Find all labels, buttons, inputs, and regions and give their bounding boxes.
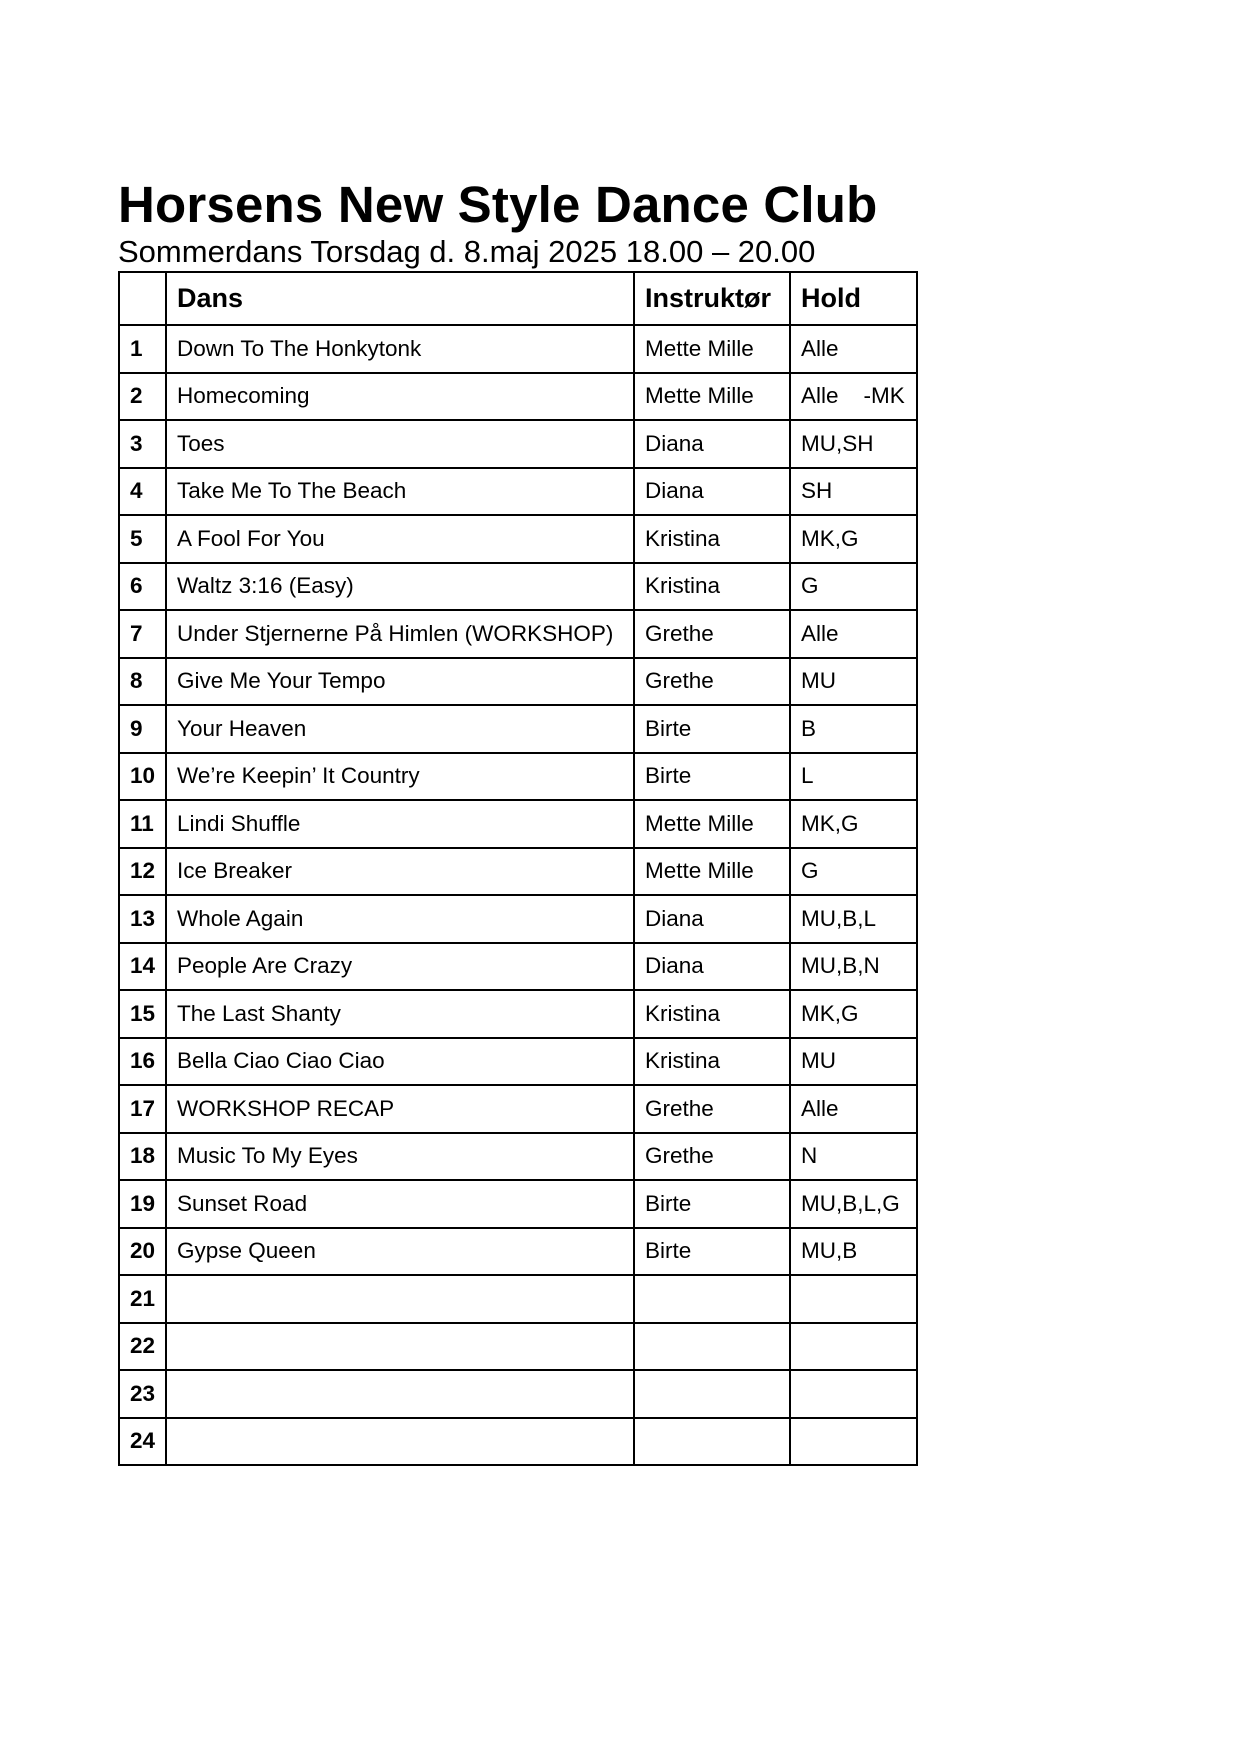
row-number: 18: [119, 1133, 166, 1181]
column-header-instruktor: Instruktør: [634, 272, 790, 325]
table-row: [119, 1180, 917, 1228]
team-cell: MU,B: [790, 1228, 917, 1276]
instructor-cell: Diana: [634, 943, 790, 991]
row-number: 4: [119, 468, 166, 516]
dance-name-cell: Gypse Queen: [166, 1228, 634, 1276]
column-header-dans: Dans: [166, 272, 634, 325]
page-subtitle: Sommerdans Torsdag d. 8.maj 2025 18.00 – 20.00: [118, 234, 816, 269]
instructor-cell: [634, 1323, 790, 1371]
instructor-cell: [634, 1275, 790, 1323]
team-cell: MU,B,L,G: [790, 1180, 917, 1228]
instructor-cell: Grethe: [634, 610, 790, 658]
team-cell: Alle: [790, 610, 917, 658]
team-cell: MU: [790, 1038, 917, 1086]
row-number: 1: [119, 325, 166, 373]
dance-name-cell: The Last Shanty: [166, 990, 634, 1038]
dance-name-cell: [166, 1323, 634, 1371]
team-cell: MU,B,L: [790, 895, 917, 943]
instructor-cell: Birte: [634, 753, 790, 801]
dance-name-cell: Bella Ciao Ciao Ciao: [166, 1038, 634, 1086]
row-number: 11: [119, 800, 166, 848]
table-row: [119, 848, 917, 896]
row-number: 20: [119, 1228, 166, 1276]
team-cell: MU,SH: [790, 420, 917, 468]
row-number: 10: [119, 753, 166, 801]
table-row: [119, 1418, 917, 1466]
dance-name-cell: WORKSHOP RECAP: [166, 1085, 634, 1133]
row-number: 6: [119, 563, 166, 611]
dance-name-cell: Waltz 3:16 (Easy): [166, 563, 634, 611]
table-header-row: [119, 272, 917, 325]
instructor-cell: Grethe: [634, 1133, 790, 1181]
team-cell: MK,G: [790, 990, 917, 1038]
row-number: 3: [119, 420, 166, 468]
row-number: 23: [119, 1370, 166, 1418]
table-row: [119, 658, 917, 706]
instructor-cell: Diana: [634, 468, 790, 516]
table-row: [119, 468, 917, 516]
instructor-cell: Grethe: [634, 1085, 790, 1133]
instructor-cell: Mette Mille: [634, 373, 790, 421]
dance-name-cell: Sunset Road: [166, 1180, 634, 1228]
dance-name-cell: [166, 1418, 634, 1466]
table-row: [119, 420, 917, 468]
dance-name-cell: Your Heaven: [166, 705, 634, 753]
instructor-cell: Diana: [634, 420, 790, 468]
table-row: [119, 610, 917, 658]
team-cell: Alle -MK: [790, 373, 917, 421]
table-row: [119, 753, 917, 801]
row-number: 19: [119, 1180, 166, 1228]
instructor-cell: Birte: [634, 1228, 790, 1276]
dance-schedule-table: [118, 271, 918, 1466]
dance-name-cell: Take Me To The Beach: [166, 468, 634, 516]
dance-name-cell: Ice Breaker: [166, 848, 634, 896]
column-header-hold: Hold: [790, 272, 917, 325]
dance-name-cell: People Are Crazy: [166, 943, 634, 991]
row-number: 14: [119, 943, 166, 991]
dance-name-cell: [166, 1370, 634, 1418]
dance-name-cell: [166, 1275, 634, 1323]
dance-name-cell: Down To The Honkytonk: [166, 325, 634, 373]
row-number: 2: [119, 373, 166, 421]
instructor-cell: Birte: [634, 705, 790, 753]
table-row: [119, 325, 917, 373]
team-cell: B: [790, 705, 917, 753]
dance-name-cell: Under Stjernerne På Himlen (WORKSHOP): [166, 610, 634, 658]
table-row: [119, 1275, 917, 1323]
row-number: 5: [119, 515, 166, 563]
row-number: 22: [119, 1323, 166, 1371]
row-number: 8: [119, 658, 166, 706]
team-cell: G: [790, 848, 917, 896]
table-row: [119, 515, 917, 563]
team-cell: N: [790, 1133, 917, 1181]
table-row: [119, 943, 917, 991]
dance-name-cell: Homecoming: [166, 373, 634, 421]
team-cell: [790, 1370, 917, 1418]
row-number: 15: [119, 990, 166, 1038]
table-row: [119, 373, 917, 421]
row-number: 17: [119, 1085, 166, 1133]
team-cell: Alle: [790, 1085, 917, 1133]
dance-name-cell: We’re Keepin’ It Country: [166, 753, 634, 801]
table-row: [119, 1085, 917, 1133]
team-cell: MK,G: [790, 800, 917, 848]
dance-name-cell: Music To My Eyes: [166, 1133, 634, 1181]
row-number: 21: [119, 1275, 166, 1323]
instructor-cell: Kristina: [634, 563, 790, 611]
table-row: [119, 1323, 917, 1371]
row-number: 24: [119, 1418, 166, 1466]
instructor-cell: [634, 1370, 790, 1418]
table-row: [119, 705, 917, 753]
dance-name-cell: Toes: [166, 420, 634, 468]
document-page: [118, 175, 918, 1466]
instructor-cell: Kristina: [634, 990, 790, 1038]
column-header-number: [119, 272, 166, 325]
table-row: [119, 563, 917, 611]
team-cell: [790, 1323, 917, 1371]
team-cell: MK,G: [790, 515, 917, 563]
table-row: [119, 1133, 917, 1181]
instructor-cell: Kristina: [634, 1038, 790, 1086]
row-number: 7: [119, 610, 166, 658]
team-cell: MU: [790, 658, 917, 706]
table-row: [119, 1038, 917, 1086]
page-title: Horsens New Style Dance Club: [118, 176, 878, 233]
dance-name-cell: Lindi Shuffle: [166, 800, 634, 848]
instructor-cell: [634, 1418, 790, 1466]
row-number: 13: [119, 895, 166, 943]
row-number: 12: [119, 848, 166, 896]
table-row: [119, 800, 917, 848]
table-row: [119, 1228, 917, 1276]
instructor-cell: Diana: [634, 895, 790, 943]
row-number: 16: [119, 1038, 166, 1086]
dance-name-cell: Give Me Your Tempo: [166, 658, 634, 706]
table-row: [119, 895, 917, 943]
instructor-cell: Mette Mille: [634, 848, 790, 896]
instructor-cell: Kristina: [634, 515, 790, 563]
team-cell: SH: [790, 468, 917, 516]
instructor-cell: Mette Mille: [634, 800, 790, 848]
team-cell: [790, 1418, 917, 1466]
instructor-cell: Mette Mille: [634, 325, 790, 373]
dance-name-cell: A Fool For You: [166, 515, 634, 563]
row-number: 9: [119, 705, 166, 753]
instructor-cell: Grethe: [634, 658, 790, 706]
team-cell: L: [790, 753, 917, 801]
team-cell: [790, 1275, 917, 1323]
team-cell: Alle: [790, 325, 917, 373]
table-body: [119, 325, 917, 1465]
team-cell: MU,B,N: [790, 943, 917, 991]
dance-name-cell: Whole Again: [166, 895, 634, 943]
instructor-cell: Birte: [634, 1180, 790, 1228]
table-row: [119, 1370, 917, 1418]
team-cell: G: [790, 563, 917, 611]
table-row: [119, 990, 917, 1038]
